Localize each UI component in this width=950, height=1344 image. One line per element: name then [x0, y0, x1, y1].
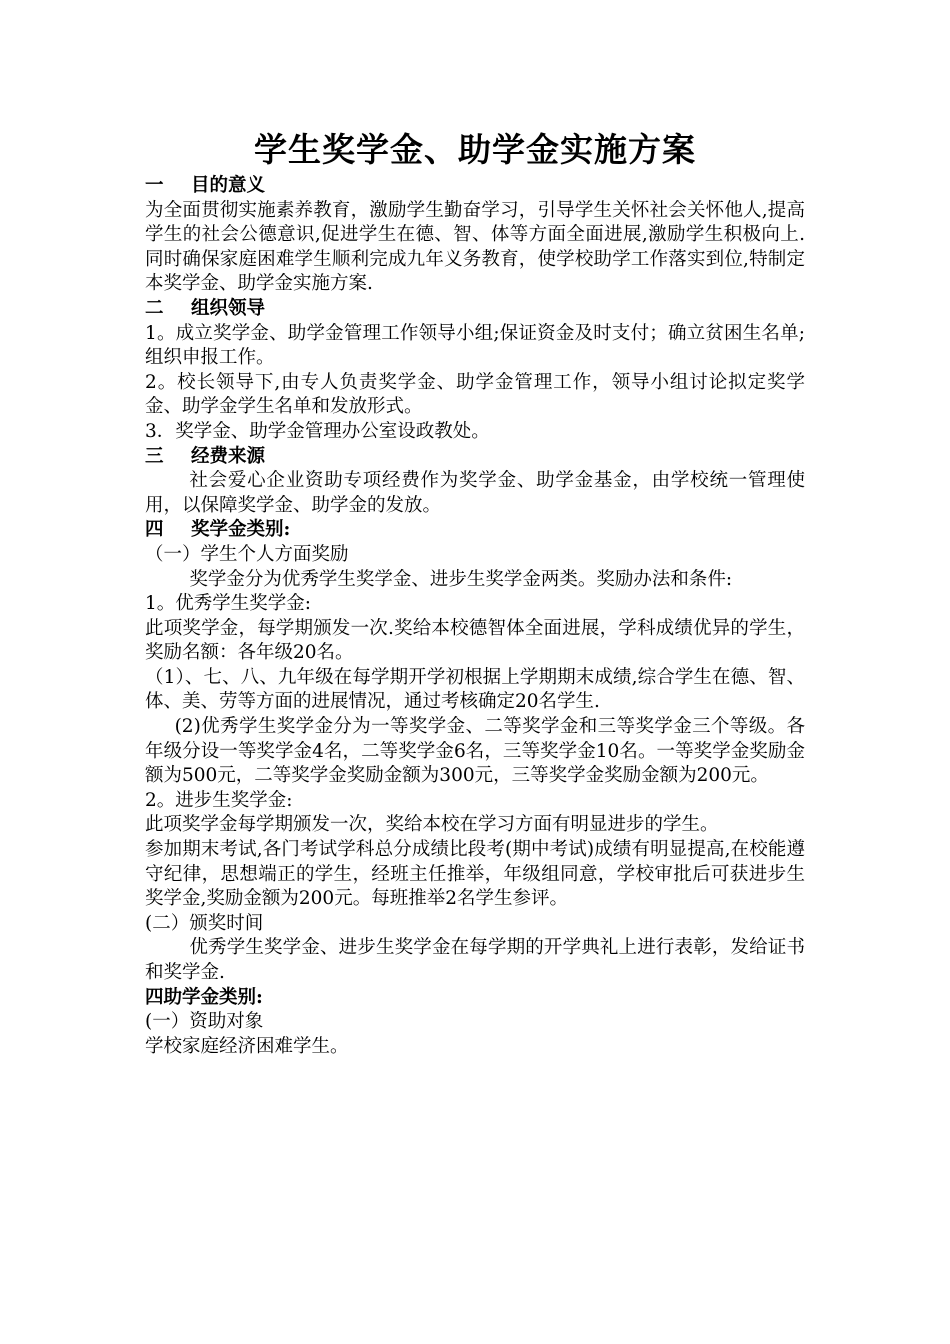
paragraph: 3．奖学金、助学金管理办公室设政教处。: [145, 420, 490, 442]
section-heading-funding: [145, 445, 805, 470]
paragraph: (2)优秀学生奖学金分为一等奖学金、二等奖学金和三等奖学金三个等级。各年级分设一等奖学金4名，二等奖学金6名，三等奖学金10名。一等奖学金奖励金额为500元，二等奖学金奖励金额为300元，三等奖学金奖励金额为200元。: [145, 716, 805, 787]
subsection-heading: （一）学生个人方面奖励: [145, 543, 349, 565]
subsection-heading: (一）资助对象: [145, 1011, 264, 1033]
section-number: 三: [145, 445, 164, 467]
paragraph: 此项奖学金每学期颁发一次，奖给本校在学习方面有明显进步的学生。: [145, 814, 719, 836]
section-heading-organization: [145, 297, 805, 322]
paragraph: （1）、七、八、九年级在每学期开学初根据上学期期末成绩,综合学生在德、智、体、美、劳等方面的进展情况，通过考核确定20名学生.: [145, 666, 805, 713]
paragraph: 社会爱心企业资助专项经费作为奖学金、助学金基金，由学校统一管理使用，以保障奖学金、助学金的发放。: [145, 470, 805, 516]
paragraph: 此项奖学金，每学期颁发一次.奖给本校德智体全面进展，学科成绩优异的学生，奖励名额：各年级20名。: [145, 617, 805, 664]
paragraph: 优秀学生奖学金、进步生奖学金在每学期的开学典礼上进行表彰，发给证书和奖学金.: [145, 937, 805, 983]
list-item-heading: 2。进步生奖学金:: [145, 789, 293, 811]
paragraph: 学校家庭经济困难学生。: [145, 1035, 349, 1057]
section-title: 经费来源: [191, 445, 266, 467]
paragraph: 为全面贯彻实施素养教育，激励学生勤奋学习，引导学生关怀社会关怀他人,提高学生的社会公德意识,促进学生在德、智、体等方面全面进展,激励学生积极向上.同时确保家庭困难学生顺利完成九年义务教育，使学校助学工作落实到位,特制定本奖学金、助学金实施方案.: [145, 199, 805, 295]
section-heading-purpose: [145, 174, 805, 199]
document-title: 学生奖学金、助学金实施方案: [254, 130, 696, 169]
section-heading-grants: 四助学金类别:: [145, 986, 263, 1008]
section-heading-scholarship: [145, 518, 805, 543]
section-number: 二: [145, 297, 164, 319]
section-number: 四: [145, 519, 164, 541]
section-title: 奖学金类别:: [191, 519, 291, 541]
paragraph: 奖学金分为优秀学生奖学金、进步生奖学金两类。奖励办法和条件:: [189, 568, 733, 590]
section-title: 组织领导: [191, 297, 266, 319]
section-number: 一: [145, 175, 164, 196]
list-item-heading: 1。优秀学生奖学金:: [145, 593, 312, 615]
paragraph: 2。校长领导下,由专人负责奖学金、助学金管理工作，领导小组讨论拟定奖学金、助学金学生名单和发放形式。: [145, 371, 805, 418]
section-title: 目的意义: [191, 175, 266, 196]
paragraph: 1。成立奖学金、助学金管理工作领导小组;保证资金及时支付；确立贫困生名单;组织申报工作。: [145, 322, 805, 369]
subsection-heading: (二）颁奖时间: [145, 912, 264, 934]
paragraph: 参加期末考试,各门考试学科总分成绩比段考(期中考试)成绩有明显提高,在校能遵守纪律，思想端正的学生，经班主任推举，年级组同意，学校审批后可获进步生奖学金,奖励金额为200元。每班推举2名学生参评。: [145, 839, 805, 910]
document-body: [145, 130, 805, 1059]
